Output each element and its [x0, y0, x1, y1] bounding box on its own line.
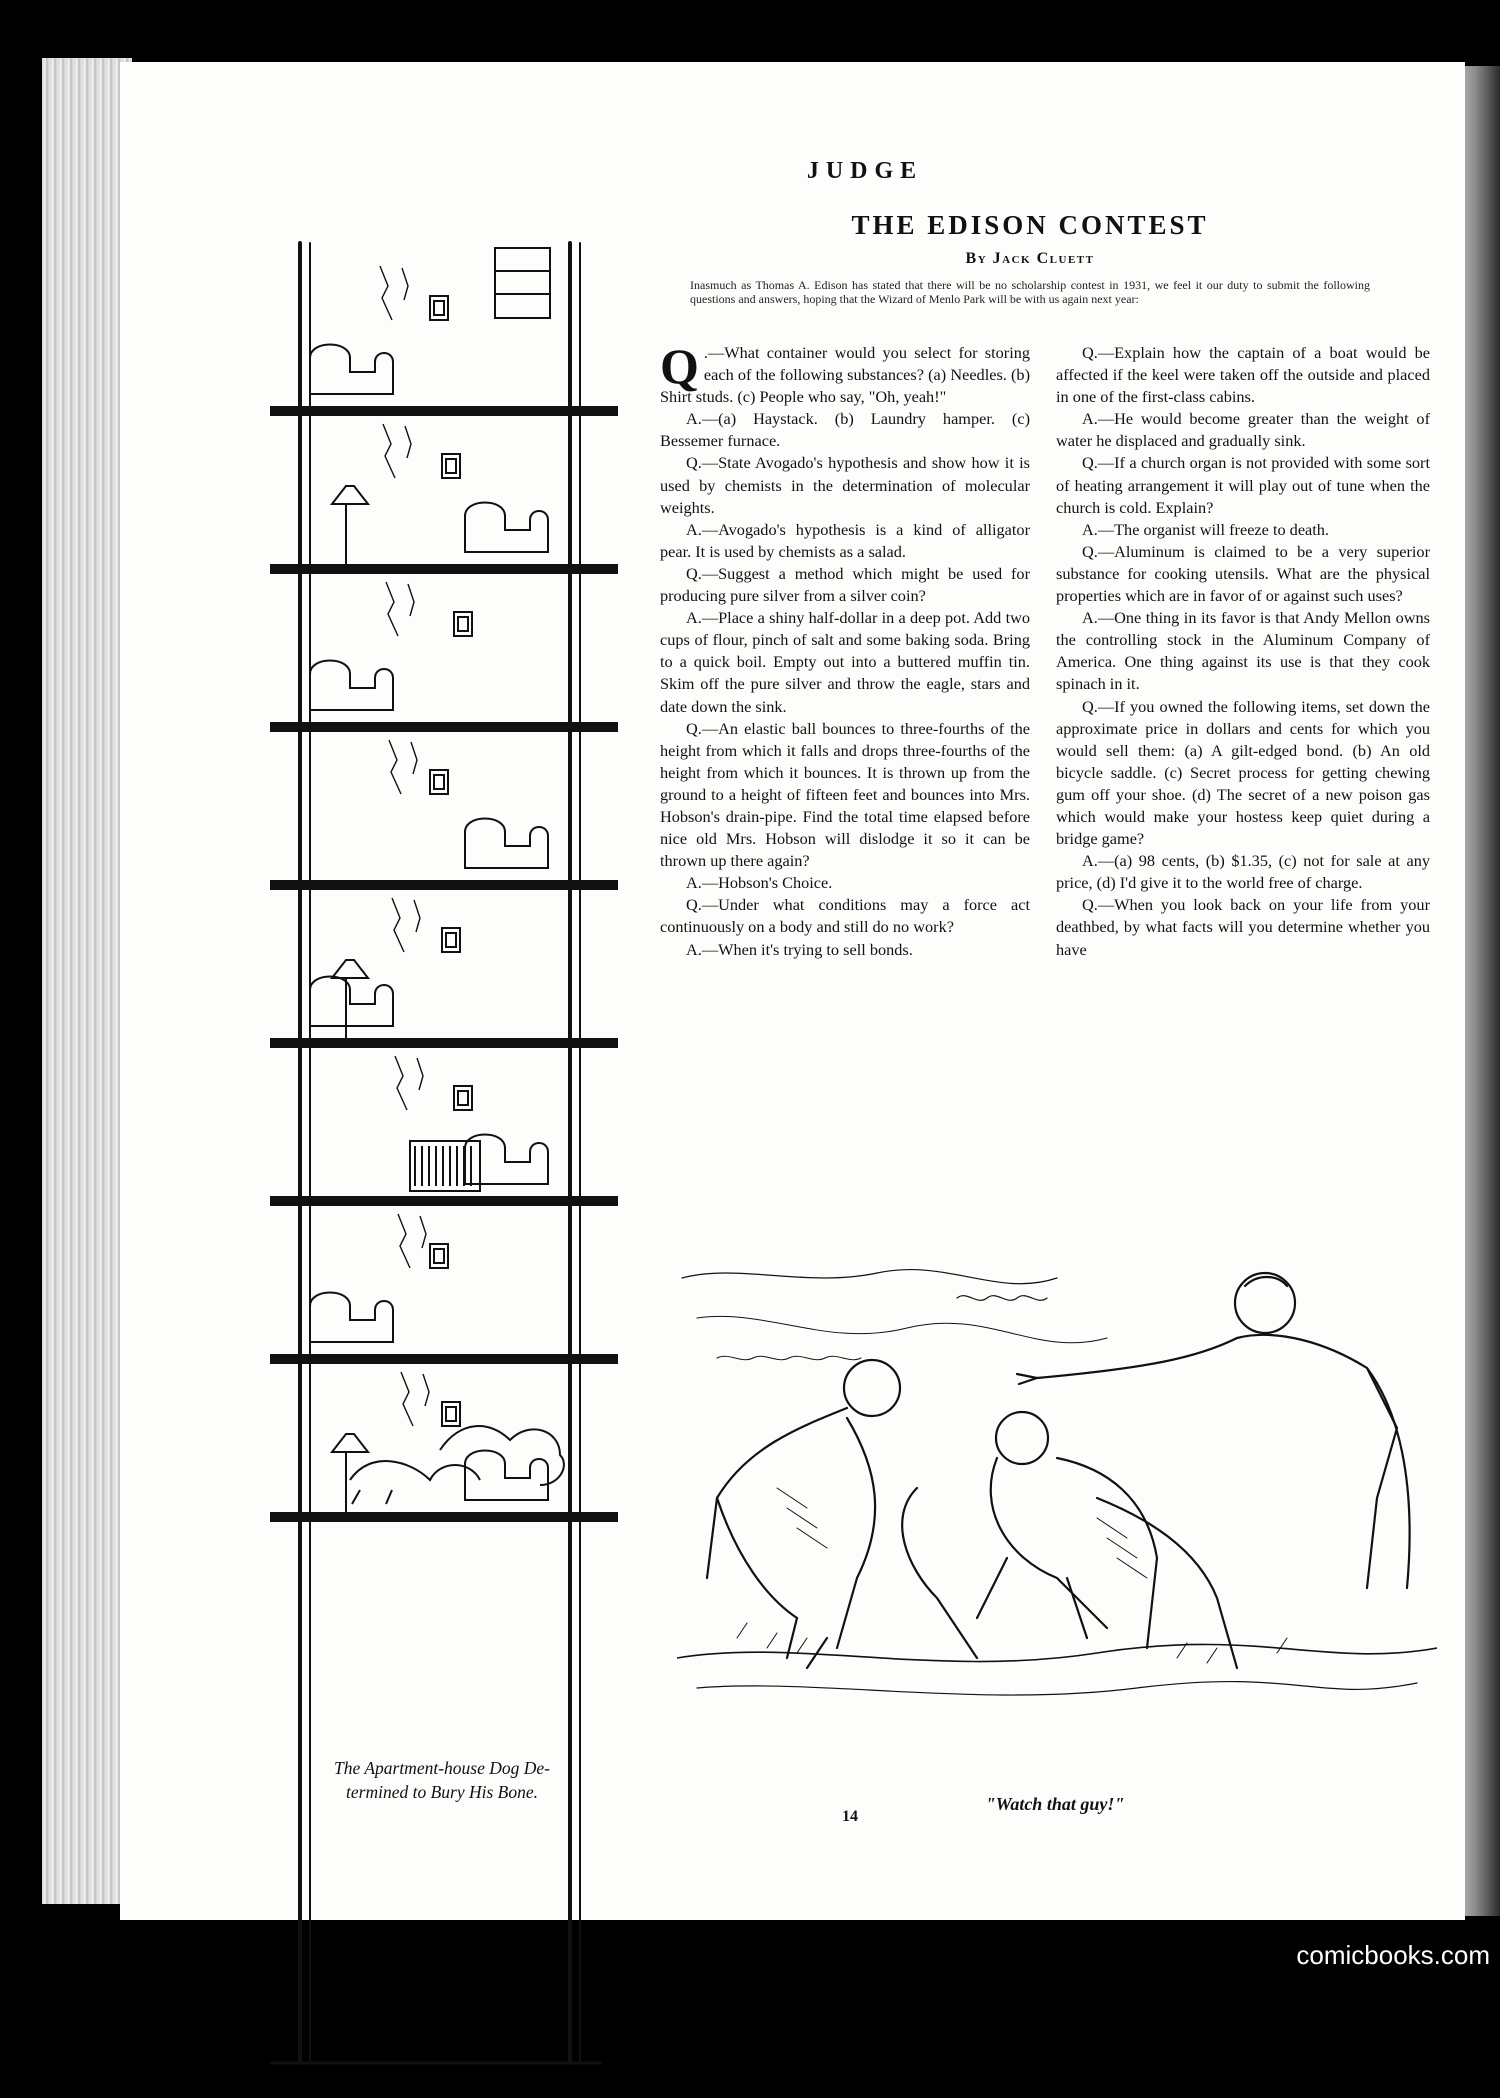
- picture-frame-icon: [434, 1249, 444, 1263]
- caption-line: The Apartment-house Dog De-: [334, 1758, 550, 1778]
- site-watermark: comicbooks.com: [1296, 1940, 1490, 1970]
- armchair-icon: [310, 661, 393, 711]
- dog-icon: [350, 1461, 480, 1504]
- floor-slab: [270, 880, 618, 890]
- picture-frame-icon: [458, 617, 468, 631]
- picture-frame-icon: [446, 1407, 456, 1421]
- question-paragraph: [660, 338, 1030, 408]
- football-cartoon: [677, 1258, 1437, 1728]
- question-paragraph: Q.—State Avogado's hypothesis and show how it is used by chemists in the determination of molecular weights.: [660, 453, 1030, 517]
- picture-frame-icon: [454, 612, 472, 636]
- floor-slab: [270, 1512, 618, 1522]
- book-page-edges: [42, 58, 132, 1904]
- ceiling-crack: [398, 1214, 426, 1268]
- article-title: THE EDISON CONTEST: [851, 210, 1209, 240]
- dresser-icon: [495, 248, 550, 318]
- floor-slab: [270, 1196, 618, 1206]
- ceiling-crack: [386, 582, 414, 636]
- article-intro: Inasmuch as Thomas A. Edison has stated that there will be no scholarship contest in 1931, we feel it our duty to submit the following questions and answers, hoping that the Wizard of Menlo Park will be with us again next year:: [690, 278, 1370, 306]
- question-paragraph: Q.—Aluminum is claimed to be a very superior substance for cooking utensils. What are the physical properties which are in favor of or against such uses?: [1056, 541, 1430, 606]
- answer-paragraph: A.—One thing in its favor is that Andy Mellon owns the controlling stock in the Aluminum Company of America. One thing against its use is that they cook spinach in it.: [1056, 608, 1430, 694]
- picture-frame-icon: [430, 296, 448, 320]
- picture-frame-icon: [434, 775, 444, 789]
- question-paragraph: Q.—Suggest a method which might be used for producing pure silver from a silver coin?: [660, 563, 1030, 606]
- picture-frame-icon: [442, 1402, 460, 1426]
- apartment-cartoon-caption: [272, 1756, 612, 1804]
- floor-slab: [270, 1038, 618, 1048]
- picture-frame-icon: [446, 933, 456, 947]
- paragraph-text: .—What container would you select for storing each of the following substances? (a) Needles. (b) Shirt studs. (c) People who say, "Oh, yeah!": [660, 343, 1030, 407]
- drop-cap: Q: [660, 338, 699, 394]
- floor-slab: [270, 1354, 618, 1364]
- article-column-left: [660, 338, 1030, 961]
- floor-slab: [270, 406, 618, 416]
- page-number: 14: [842, 1808, 858, 1825]
- floor-slab: [270, 564, 618, 574]
- answer-paragraph: A.—Place a shiny half-dollar in a deep pot. Add two cups of flour, pinch of salt and some baking soda. Bring to a quick boil. Empty out into a buttered muffin tin. Skim off the pure silver and throw the eagle, stars and date down the sink.: [660, 608, 1030, 716]
- picture-frame-icon: [458, 1091, 468, 1105]
- armchair-icon: [465, 819, 548, 869]
- question-paragraph: Q.—An elastic ball bounces to three-fourths of the height from which it falls and drops three-fourths of the height from which it bounces. It is thrown up from the ground to a height of fifteen feet and bounces into Mrs. Hobson's drain-pipe. Find the total time elapsed before nice old Mrs. Hobson will dislodge it so it can be thrown up there again?: [660, 718, 1030, 871]
- ceiling-crack: [395, 1056, 423, 1110]
- question-paragraph: Q.—Under what conditions may a force act continuously on a body and still do no work?: [660, 895, 1030, 937]
- caption-line: termined to Bury His Bone.: [346, 1782, 538, 1802]
- picture-frame-icon: [442, 928, 460, 952]
- article-column-right: [1056, 342, 1430, 961]
- football-cartoon-caption: "Watch that guy!": [985, 1794, 1125, 1814]
- ceiling-crack: [389, 740, 417, 794]
- picture-frame-icon: [442, 454, 460, 478]
- question-paragraph: Q.—Explain how the captain of a boat would be affected if the keel were taken off the outside and placed in one of the first-class cabins.: [1056, 343, 1430, 407]
- answer-paragraph: A.—Avogado's hypothesis is a kind of alligator pear. It is used by chemists as a salad.: [660, 519, 1030, 561]
- picture-frame-icon: [430, 1244, 448, 1268]
- byline: By Jack Cluett: [965, 250, 1095, 267]
- ceiling-crack: [401, 1372, 429, 1426]
- question-paragraph: Q.—If you owned the following items, set down the approximate price in dollars and cents for which you would sell them: (a) A gilt-edged bond. (b) An old bicycle saddle. (c) Secret process for getting chewing gum off your shoe. (d) The secret of a new poison gas which would make your hostess keep quiet during a bridge game?: [1056, 696, 1430, 849]
- ceiling-crack: [380, 266, 408, 320]
- picture-frame-icon: [446, 459, 456, 473]
- answer-paragraph: A.—(a) 98 cents, (b) $1.35, (c) not for sale at any price, (d) I'd give it to the world free of charge.: [1056, 851, 1430, 893]
- picture-frame-icon: [434, 301, 444, 315]
- lamp-icon: [332, 1434, 368, 1512]
- answer-paragraph: A.—When it's trying to sell bonds.: [686, 939, 913, 959]
- picture-frame-icon: [454, 1086, 472, 1110]
- armchair-icon: [310, 345, 393, 395]
- armchair-icon: [310, 977, 393, 1027]
- armchair-icon: [465, 503, 548, 553]
- answer-paragraph: A.—Hobson's Choice.: [686, 873, 833, 893]
- question-paragraph: Q.—If a church organ is not provided with some sort of heating arrangement it will play out of tune when the church is cold. Explain?: [1056, 453, 1430, 517]
- answer-paragraph: A.—(a) Haystack. (b) Laundry hamper. (c) Bessemer furnace.: [660, 409, 1030, 451]
- lamp-icon: [332, 486, 368, 564]
- answer-paragraph: A.—He would become greater than the weight of water he displaced and gradually sink.: [1056, 409, 1430, 451]
- picture-frame-icon: [430, 770, 448, 794]
- apartment-cartoon: [270, 228, 618, 2098]
- masthead: JUDGE: [806, 158, 924, 184]
- ceiling-crack: [392, 898, 420, 952]
- question-paragraph: Q.—When you look back on your life from your deathbed, by what facts will you determine whether you have: [1056, 895, 1430, 959]
- ceiling-crack: [383, 424, 411, 478]
- armchair-icon: [310, 1293, 393, 1343]
- answer-paragraph: A.—The organist will freeze to death.: [1082, 519, 1330, 539]
- floor-slab: [270, 722, 618, 732]
